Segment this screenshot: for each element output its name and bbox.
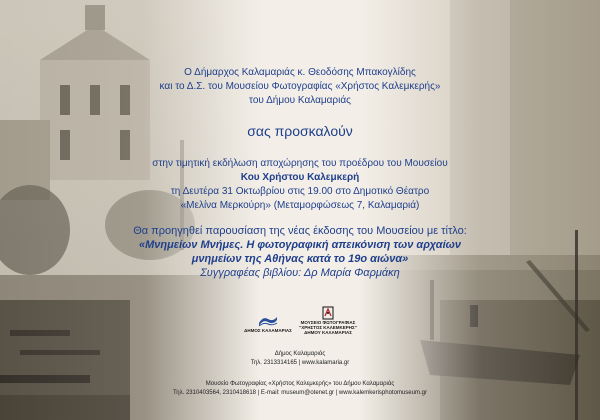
municipality-logo-text: ΔΗΜΟΣ ΚΑΛΑΜΑΡΙΑΣ xyxy=(244,328,292,333)
footer-org-1: Δήμος Καλαμαριάς xyxy=(274,351,326,357)
event-honoree: Κου Χρήστου Καλεμκερή xyxy=(240,172,360,183)
invitation-heading: σας προσκαλούν xyxy=(247,123,353,139)
book-author: Συγγραφέας βιβλίου: Δρ Μαρία Φαρμάκη xyxy=(200,267,400,279)
book-title-line-1: «Μνημείων Μνήμες. Η φωτογραφική απεικόνιση των αρχαίων xyxy=(139,239,461,251)
footer-org-2: Μουσείο Φωτογραφίας «Χρήστος Καλεμκερής» του Δήμου Καλαμαριάς xyxy=(205,381,395,387)
museum-logo-line-3: ΔΗΜΟΥ ΚΑΛΑΜΑΡΙΑΣ xyxy=(304,330,352,335)
host-line-3: του Δήμου Καλαμαριάς xyxy=(249,95,351,106)
event-line-1: στην τιμητική εκδήλωση αποχώρησης του προέδρου του Μουσείου xyxy=(152,158,448,169)
host-line-1: Ο Δήμαρχος Καλαμαριάς κ. Θεοδόσης Μπακογλίδης xyxy=(184,67,416,78)
book-intro: Θα προηγηθεί παρουσίαση της νέας έκδοσης του Μουσείου με τίτλο: xyxy=(133,225,467,237)
museum-logo xyxy=(288,306,368,335)
event-address: «Μελίνα Μερκούρη» (Μεταμορφώσεως 7, Καλαμαριά) xyxy=(180,200,420,211)
municipality-emblem-icon xyxy=(258,314,278,328)
footer-org-1-contact: Τηλ. 2313314165 | www.kalamaria.gr xyxy=(250,360,350,366)
museum-logo-line-1: ΜΟΥΣΕΙΟ ΦΩΤΟΓΡΑΦΙΑΣ xyxy=(300,320,356,325)
footer-org-2-contact: Τηλ. 2310403564, 2310418618 | E-mail: museum@otenet.gr | www.kalemkerisphotomuseum.gr xyxy=(173,390,427,396)
museum-logo-line-2: "ΧΡΗΣΤΟΣ ΚΑΛΕΜΚΕΡΗΣ" xyxy=(299,325,357,330)
book-title-line-2: μνημείων της Αθήνας κατά το 19ο αιώνα» xyxy=(191,253,409,265)
event-date-venue: τη Δευτέρα 31 Οκτωβρίου στις 19.00 στο Δημοτικό Θέατρο xyxy=(170,186,430,197)
museum-emblem-icon xyxy=(322,306,334,320)
host-line-2: και το Δ.Σ. του Μουσείου Φωτογραφίας «Χρήστος Καλεμκερής» xyxy=(159,81,441,92)
